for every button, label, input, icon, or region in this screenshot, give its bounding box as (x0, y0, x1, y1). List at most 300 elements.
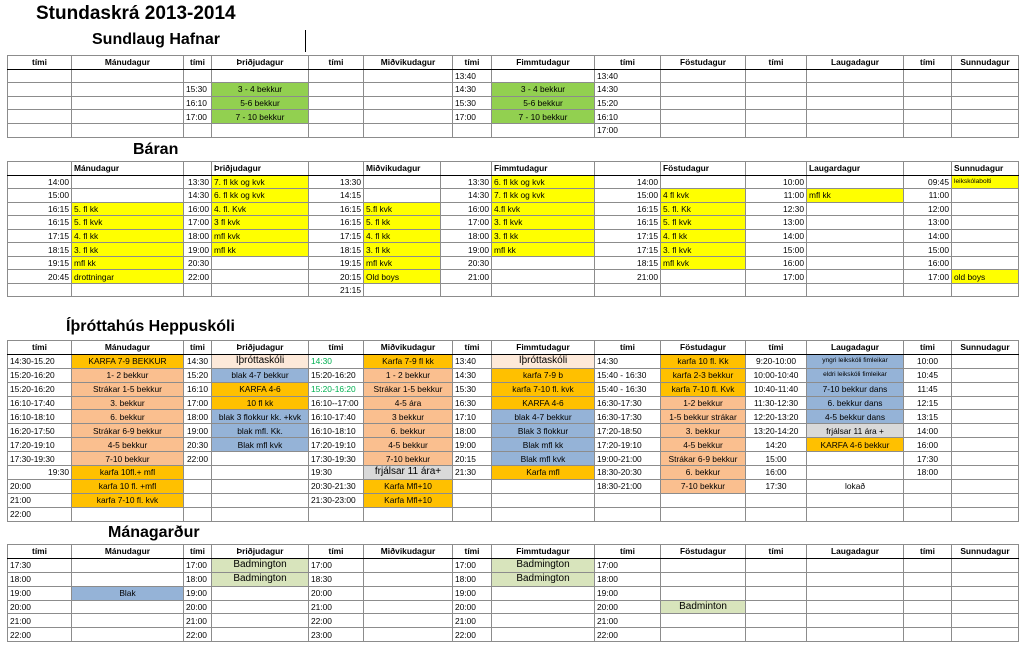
table-row (8, 410, 1019, 424)
time-cell: 17:20-19:10 (8, 438, 72, 452)
table-row (8, 466, 1019, 480)
time-cell: 17:20-19:10 (309, 438, 364, 452)
column-header-laugardagur: Laugardagur (807, 162, 904, 176)
time-cell: 21:00 (453, 614, 492, 628)
time-cell: 22:00 (184, 452, 212, 466)
column-header-laugadagur: Laugadagur (807, 545, 904, 559)
time-cell (453, 479, 492, 493)
time-cell (904, 283, 952, 297)
empty-cell (807, 256, 904, 270)
activity-cell: 4-5 bekkur dans (807, 410, 904, 424)
table-row (8, 243, 1019, 257)
time-cell (8, 283, 72, 297)
time-cell: 17:30-19:30 (309, 452, 364, 466)
empty-cell (364, 558, 453, 572)
empty-cell (952, 493, 1019, 507)
activity-cell: Blak mfl kvk (212, 438, 309, 452)
time-cell: 16:30-17:30 (595, 410, 661, 424)
time-cell: 10:45 (904, 368, 952, 382)
empty-cell (364, 614, 453, 628)
time-cell: 18:15 (8, 243, 72, 257)
activity-cell: 7-10 bekkur (661, 479, 746, 493)
time-cell: 11:30-12:30 (746, 396, 807, 410)
empty-cell (492, 507, 595, 521)
empty-cell (212, 256, 309, 270)
empty-cell (364, 83, 453, 97)
column-header-t-mi: tími (184, 56, 212, 70)
empty-cell (364, 572, 453, 586)
activity-cell: 3. fl kk (492, 229, 595, 243)
column-header-t-mi: tími (453, 341, 492, 355)
time-cell (904, 479, 952, 493)
empty-cell (661, 123, 746, 137)
column-header-t-mi: tími (184, 545, 212, 559)
time-cell (309, 83, 364, 97)
column-header-t-mi: tími (453, 56, 492, 70)
activity-cell: 5. fl kvk (661, 216, 746, 230)
empty-cell (212, 466, 309, 480)
schedule-table-heppuskoli (7, 340, 1019, 522)
activity-cell: 4.fl kvk (492, 202, 595, 216)
empty-cell (72, 507, 184, 521)
empty-cell (807, 270, 904, 284)
time-cell: 17:00 (184, 558, 212, 572)
activity-cell: KARFA 7-9 BEKKUR (72, 354, 184, 368)
column-header-t-mi: tími (746, 56, 807, 70)
empty-cell (807, 202, 904, 216)
time-cell: 15:00 (746, 452, 807, 466)
time-cell: 20:30 (184, 438, 212, 452)
empty-cell (807, 69, 904, 83)
activity-cell: mfl kk (807, 189, 904, 203)
time-cell: 22:00 (595, 628, 661, 642)
column-header-mi-vikudagur: Miðvikudagur (364, 162, 441, 176)
time-cell: 14:30 (441, 189, 492, 203)
empty-cell (952, 614, 1019, 628)
empty-cell (212, 452, 309, 466)
empty-cell (952, 96, 1019, 110)
time-cell (184, 507, 212, 521)
time-cell (309, 507, 364, 521)
empty-cell (492, 614, 595, 628)
time-cell: 21:00 (309, 600, 364, 614)
empty-cell (952, 202, 1019, 216)
time-cell: 20:00 (309, 586, 364, 600)
empty-cell (952, 558, 1019, 572)
activity-cell: Badmington (492, 558, 595, 572)
column-header-laugadagur: Laugadagur (807, 341, 904, 355)
activity-cell: 7-10 bekkur dans (807, 382, 904, 396)
time-cell: 12:20-13:20 (746, 410, 807, 424)
table-row (8, 69, 1019, 83)
empty-cell (807, 283, 904, 297)
time-cell: 16:15 (595, 202, 661, 216)
time-cell: 14:15 (309, 189, 364, 203)
column-header-t-mi: tími (184, 341, 212, 355)
time-cell: 16:10-17:40 (309, 410, 364, 424)
time-cell: 19:30 (8, 466, 72, 480)
activity-cell: KARFA 4-6 (492, 396, 595, 410)
time-cell: 19:00 (441, 243, 492, 257)
time-cell: 20:30-21:30 (309, 479, 364, 493)
empty-cell (72, 572, 184, 586)
time-cell: 18:00 (453, 572, 492, 586)
time-cell: 13:20-14:20 (746, 424, 807, 438)
time-cell: 15:40 - 16:30 (595, 382, 661, 396)
activity-cell: drottningar (72, 270, 184, 284)
empty-cell (72, 110, 184, 124)
column-header-f-studagur: Föstudagur (661, 341, 746, 355)
activity-cell: Badmington (492, 572, 595, 586)
empty-cell (807, 628, 904, 642)
time-cell: 10:40-11:40 (746, 382, 807, 396)
activity-cell: 6. bekkur dans (807, 396, 904, 410)
empty-cell (807, 572, 904, 586)
time-cell: 20:45 (8, 270, 72, 284)
time-cell: 14:00 (746, 229, 807, 243)
time-cell: 13:00 (904, 216, 952, 230)
time-cell: 14:20 (746, 438, 807, 452)
activity-cell: old boys (952, 270, 1019, 284)
empty-cell (212, 283, 309, 297)
activity-cell: 1-5 bekkur strákar (661, 410, 746, 424)
table-row (8, 175, 1019, 189)
time-cell: 19:30 (309, 466, 364, 480)
time-cell: 18:30-20:30 (595, 466, 661, 480)
time-cell (309, 96, 364, 110)
time-cell (904, 507, 952, 521)
activity-cell: 3. bekkur (72, 396, 184, 410)
table-row (8, 270, 1019, 284)
table-row (8, 189, 1019, 203)
table-row (8, 572, 1019, 586)
time-cell (904, 586, 952, 600)
time-cell: 18:00 (184, 410, 212, 424)
empty-cell (212, 270, 309, 284)
activity-cell: 10 fl kk (212, 396, 309, 410)
column-header-m-nudagur: Mánudagur (72, 162, 184, 176)
time-cell: 13:30 (441, 175, 492, 189)
activity-cell: Badminton (661, 600, 746, 614)
time-cell: 16:30 (453, 396, 492, 410)
time-cell (746, 83, 807, 97)
time-cell: 20:00 (453, 600, 492, 614)
time-cell (453, 493, 492, 507)
time-cell: 15:30 (184, 83, 212, 97)
empty-cell (807, 243, 904, 257)
schedule-table-baran (7, 161, 1019, 297)
time-cell: 14:00 (904, 424, 952, 438)
table-row (8, 202, 1019, 216)
activity-cell: 7 - 10 bekkur (492, 110, 595, 124)
table-row (8, 368, 1019, 382)
time-cell: 15:00 (746, 243, 807, 257)
table-row (8, 628, 1019, 642)
table-row (8, 256, 1019, 270)
activity-cell: 6. bekkur (364, 424, 453, 438)
activity-cell: mfl kvk (661, 256, 746, 270)
time-cell: 19:00 (184, 243, 212, 257)
activity-cell: 4-5 ára (364, 396, 453, 410)
empty-cell (807, 466, 904, 480)
column-header-fimmtudagur: Fimmtudagur (492, 545, 595, 559)
time-cell: 16:15 (309, 202, 364, 216)
empty-cell (661, 507, 746, 521)
empty-cell (364, 123, 453, 137)
activity-cell: 4-5 bekkur (661, 438, 746, 452)
time-cell: 20:00 (8, 600, 72, 614)
time-cell: 15:20-16:20 (8, 368, 72, 382)
title-divider-line (305, 30, 306, 52)
time-cell: 13:40 (595, 69, 661, 83)
column-header-fimmtudagur: Fimmtudagur (492, 56, 595, 70)
table-row (8, 382, 1019, 396)
empty-cell (661, 283, 746, 297)
activity-cell: karfa 7-9 b (492, 368, 595, 382)
time-cell: 14:30 (453, 368, 492, 382)
time-cell: 15:20 (184, 368, 212, 382)
table-header-row (8, 545, 1019, 559)
time-cell: 16:00 (184, 202, 212, 216)
activity-cell: frjálsar 11 ára+ (364, 466, 453, 480)
activity-cell: karfa 10 fl. +mfl (72, 479, 184, 493)
table-row (8, 283, 1019, 297)
time-cell: 12:15 (904, 396, 952, 410)
time-cell: 17:00 (595, 558, 661, 572)
time-cell: 16:10 (184, 382, 212, 396)
activity-cell: Íþróttaskóli (492, 354, 595, 368)
empty-cell (952, 438, 1019, 452)
activity-cell: mfl kk (212, 243, 309, 257)
activity-cell: 3 - 4 bekkur (492, 83, 595, 97)
table-row (8, 586, 1019, 600)
time-cell: 16:15 (309, 216, 364, 230)
time-cell: 14:00 (904, 229, 952, 243)
activity-cell: karfa 7-10 fl. kvk (72, 493, 184, 507)
time-cell: 17:15 (8, 229, 72, 243)
page-title: Stundaskrá 2013-2014 (36, 3, 236, 24)
activity-cell: 6. fl kk og kvk (492, 175, 595, 189)
time-cell (184, 466, 212, 480)
activity-cell: 4. fl kk (661, 229, 746, 243)
time-cell: 14:00 (595, 175, 661, 189)
activity-cell: 5. fl. Kk (661, 202, 746, 216)
time-cell: 22:00 (184, 628, 212, 642)
activity-cell: Strákar 1-5 bekkur (72, 382, 184, 396)
time-cell: 14:00 (8, 175, 72, 189)
activity-cell: karfa 10 fl. Kk (661, 354, 746, 368)
column-header-col-0 (8, 162, 72, 176)
activity-cell: 7 - 10 bekkur (212, 110, 309, 124)
activity-cell: 3. fl kvk (492, 216, 595, 230)
activity-cell: 1- 2 bekkur (72, 368, 184, 382)
table-row (8, 216, 1019, 230)
empty-cell (661, 586, 746, 600)
empty-cell (952, 354, 1019, 368)
time-cell: 18:00 (453, 424, 492, 438)
table-row (8, 354, 1019, 368)
time-cell: 15:30 (453, 382, 492, 396)
activity-cell: Karfa mfl (492, 466, 595, 480)
activity-cell: 5-6 bekkur (492, 96, 595, 110)
activity-cell: 1-2 bekkur (661, 396, 746, 410)
time-cell (746, 283, 807, 297)
column-header-t-mi: tími (746, 341, 807, 355)
column-header-f-studagur: Föstudagur (661, 545, 746, 559)
time-cell: 15:20-16:20 (309, 368, 364, 382)
empty-cell (661, 175, 746, 189)
time-cell: 12:30 (746, 202, 807, 216)
time-cell: 18:15 (309, 243, 364, 257)
time-cell: 16:10 (595, 110, 661, 124)
table-row (8, 507, 1019, 521)
time-cell: 18:00 (184, 572, 212, 586)
time-cell: 21:00 (595, 270, 661, 284)
activity-cell: 7. fl kk og kvk (492, 189, 595, 203)
time-cell: 9:20-10:00 (746, 354, 807, 368)
section-title-sundlaug: Sundlaug Hafnar (92, 31, 221, 48)
schedule-table-managardur (7, 544, 1019, 642)
column-header-ri-judagur: Þriðjudagur (212, 341, 309, 355)
column-header-ri-judagur: Þriðjudagur (212, 545, 309, 559)
time-cell (904, 96, 952, 110)
time-cell: 18:00 (595, 572, 661, 586)
activity-cell: 6. bekkur (661, 466, 746, 480)
activity-cell: mfl kvk (364, 256, 441, 270)
table-header-row (8, 162, 1019, 176)
activity-cell: Badmington (212, 572, 309, 586)
empty-cell (952, 600, 1019, 614)
time-cell: 17:00 (184, 216, 212, 230)
time-cell (904, 493, 952, 507)
empty-cell (952, 479, 1019, 493)
time-cell: 16:15 (8, 216, 72, 230)
section-title-baran: Báran (133, 141, 179, 158)
time-cell: 21:15 (309, 283, 364, 297)
time-cell (904, 572, 952, 586)
time-cell: 17:15 (309, 229, 364, 243)
time-cell: 16:15 (595, 216, 661, 230)
time-cell: 18:00 (904, 466, 952, 480)
column-header-t-mi: tími (8, 341, 72, 355)
activity-cell: Badmington (212, 558, 309, 572)
empty-cell (492, 256, 595, 270)
activity-cell: lokað (807, 479, 904, 493)
table-row (8, 600, 1019, 614)
time-cell (184, 493, 212, 507)
time-cell: 23:00 (309, 628, 364, 642)
time-cell (8, 83, 72, 97)
activity-cell: Karfa Mfl+10 (364, 479, 453, 493)
time-cell: 14:30 (595, 354, 661, 368)
time-cell: 16:10-18:10 (8, 410, 72, 424)
time-cell: 14:30 (453, 83, 492, 97)
time-cell: 13:00 (746, 216, 807, 230)
activity-cell: blak 4-7 bekkur (492, 410, 595, 424)
time-cell: 11:00 (746, 189, 807, 203)
column-header-m-nudagur: Mánudagur (72, 56, 184, 70)
column-header-sunnudagur: Sunnudagur (952, 162, 1019, 176)
time-cell (904, 558, 952, 572)
time-cell: 20:00 (595, 600, 661, 614)
empty-cell (952, 572, 1019, 586)
activity-cell: Strákar 6-9 bekkur (661, 452, 746, 466)
empty-cell (807, 123, 904, 137)
time-cell (309, 123, 364, 137)
empty-cell (492, 586, 595, 600)
activity-cell: 3 fl kvk (212, 216, 309, 230)
activity-cell: mfl kk (492, 243, 595, 257)
activity-cell: karfa 2-3 bekkur (661, 368, 746, 382)
activity-cell: blak mfl. Kk. (212, 424, 309, 438)
table-row (8, 614, 1019, 628)
column-header-t-mi: tími (309, 56, 364, 70)
empty-cell (212, 614, 309, 628)
activity-cell: KARFA 4-6 (212, 382, 309, 396)
time-cell: 21:30-23:00 (309, 493, 364, 507)
empty-cell (952, 283, 1019, 297)
empty-cell (364, 586, 453, 600)
empty-cell (364, 628, 453, 642)
section-title-heppuskoli: Íþróttahús Heppuskóli (66, 318, 235, 335)
empty-cell (807, 493, 904, 507)
time-cell: 17:15 (595, 229, 661, 243)
empty-cell (952, 410, 1019, 424)
empty-cell (807, 83, 904, 97)
time-cell: 16:00 (904, 256, 952, 270)
column-header-col-8 (595, 162, 661, 176)
time-cell (309, 69, 364, 83)
time-cell: 17:10 (453, 410, 492, 424)
time-cell: 22:00 (8, 507, 72, 521)
time-cell: 16:20-17:50 (8, 424, 72, 438)
table-row (8, 493, 1019, 507)
time-cell: 14:30 (309, 354, 364, 368)
activity-cell: 4. fl. Kvk (212, 202, 309, 216)
empty-cell (364, 110, 453, 124)
activity-cell: yngri leikskóli fimleikar (807, 354, 904, 368)
activity-cell: karfa 7-10 fl. kvk (492, 382, 595, 396)
time-cell (595, 507, 661, 521)
column-header-laugadagur: Laugadagur (807, 56, 904, 70)
time-cell: 17:30 (904, 452, 952, 466)
activity-cell: leikskólabolti (952, 175, 1019, 189)
empty-cell (807, 586, 904, 600)
time-cell (184, 479, 212, 493)
time-cell (8, 110, 72, 124)
column-header-sunnudagur: Sunnudagur (952, 341, 1019, 355)
column-header-sunnudagur: Sunnudagur (952, 56, 1019, 70)
empty-cell (952, 229, 1019, 243)
empty-cell (952, 83, 1019, 97)
activity-cell: 6. bekkur (72, 410, 184, 424)
empty-cell (661, 628, 746, 642)
activity-cell: 3. fl kk (72, 243, 184, 257)
column-header-t-mi: tími (904, 341, 952, 355)
time-cell (746, 600, 807, 614)
empty-cell (661, 558, 746, 572)
time-cell (8, 96, 72, 110)
activity-cell: 4 fl kvk (661, 189, 746, 203)
time-cell: 17:00 (453, 558, 492, 572)
time-cell (904, 600, 952, 614)
activity-cell: Strákar 1-5 bekkur (364, 382, 453, 396)
empty-cell (807, 110, 904, 124)
empty-cell (952, 368, 1019, 382)
activity-cell: blak 3 flokkur kk. +kvk (212, 410, 309, 424)
column-header-f-studagur: Föstudagur (661, 56, 746, 70)
time-cell: 16:10 (184, 96, 212, 110)
